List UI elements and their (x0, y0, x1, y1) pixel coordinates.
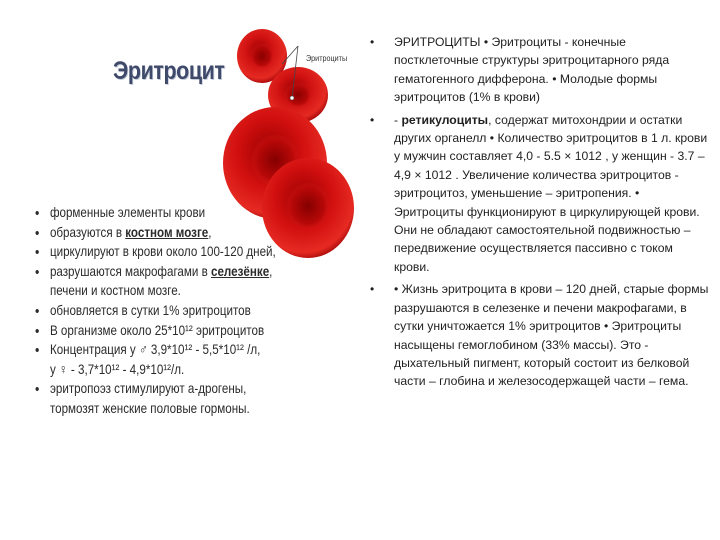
feature-item: • В организме около 25*10¹² эритроцитов (35, 321, 251, 341)
callout-line (292, 46, 298, 98)
bold-term: ретикулоциты (401, 112, 489, 127)
feature-item: • образуются в костном мозге, (35, 223, 251, 243)
feature-item: печени и костном мозге. (49, 282, 181, 299)
emphasis-term: селезёнке (211, 262, 270, 279)
feature-item: у ♀ - 3,7*10¹² - 4,9*10¹²/л. (49, 360, 185, 377)
description-paragraph: • • Жизнь эритроцита в крови – 120 дней, старые формы разрушаются в селезенке и печени макрофагами, в сутки уничтожается 1% эритроцитов • Эритроциты насыщены гемоглобином (33% массы). Это - дыхательный пигмент, который состоит из белковой части – глобина и железосодержащей части – гема. (370, 280, 710, 390)
feature-item: тормозят женские половые гормоны. (49, 399, 250, 416)
image-title: Эритроцит (113, 57, 225, 85)
feature-item: • Концентрация у ♂ 3,9*10¹² - 5,5*10¹² /л, (35, 340, 251, 360)
emphasis-term: костном мозге (125, 223, 209, 240)
description-paragraph: • ЭРИТРОЦИТЫ • Эритроциты - конечные постклеточные структуры эритроцитарного ряда гематогенного дифферона. • Молодые формы эритроцитов (1% в крови) (370, 33, 710, 107)
description-paragraph: • - ретикулоциты, содержат митохондрии и остатки других органелл • Количество эритроцитов в 1 л. крови у мужчин составляет 4,0 - 5.5 × 1012 , у женщин - 3.7 – 4,9 × 1012 . Увеличение количества эритроцитов - эритроцитоз, уменьшение – эритропения. • Эритроциты функционируют в циркулирующей крови. Они не обладают самостоятельной подвижностью – передвижение осуществляется пассивно с током крови. (370, 111, 710, 277)
feature-item: • циркулируют в крови около 100-120 дней, (35, 242, 251, 262)
feature-item: • разрушаются макрофагами в селезёнке, (35, 262, 251, 282)
feature-list (35, 203, 295, 419)
callout-label: Эритроциты (306, 54, 348, 63)
feature-item: • эритропоэз стимулируют а-дрогены, (35, 379, 251, 399)
feature-item: • форменные элементы крови (35, 203, 251, 223)
description-list (370, 33, 710, 391)
feature-item: • обновляется в сутки 1% эритроцитов (35, 301, 251, 321)
